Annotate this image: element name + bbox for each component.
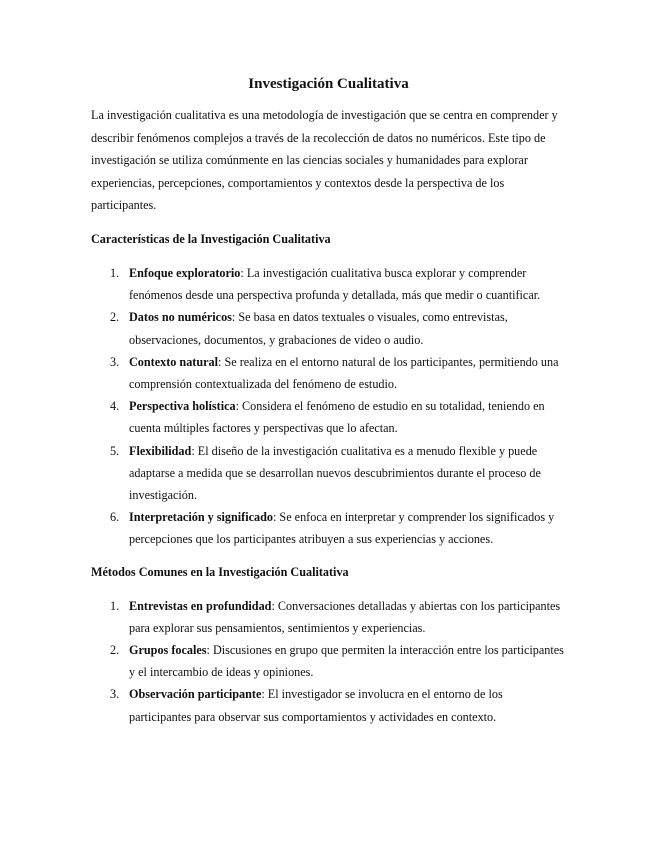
item-term: Enfoque exploratorio	[129, 265, 241, 280]
list-item	[91, 306, 566, 350]
list-item	[91, 440, 566, 507]
item-number: 1.	[110, 265, 120, 280]
characteristics-list	[91, 262, 566, 551]
item-text: : La investigación cualitativa busca explorar y comprender fenómenos desde una perspectiva profunda y detallada, más que medir o cuantificar.	[129, 265, 541, 303]
item-text: : El investigador se involucra en el entorno de los participantes para observar sus comportamientos y actividades en contexto.	[129, 687, 503, 724]
list-item	[91, 351, 566, 395]
list-item	[91, 395, 566, 439]
document-title: Investigación Cualitativa	[248, 76, 409, 92]
item-number: 4.	[110, 399, 120, 414]
item-number: 2.	[110, 643, 120, 658]
item-term: Observación participante	[129, 687, 262, 702]
item-number: 3.	[110, 354, 120, 369]
item-text: : El diseño de la investigación cualitativa es a menudo flexible y puede adaptarse a medida que se desarrollan nuevos descubrimientos durante el proceso de investigación.	[129, 443, 541, 502]
item-term: Interpretación y significado	[129, 510, 273, 525]
methods-heading: Métodos Comunes en la Investigación Cualitativa	[91, 564, 349, 579]
item-text: : Se enfoca en interpretar y comprender los significados y percepciones que los participantes atribuyen a sus experiencias y acciones.	[129, 510, 555, 547]
item-text: : Conversaciones detalladas y abiertas con los participantes para explorar sus pensamientos, sentimientos y experiencias.	[129, 598, 561, 635]
item-text: : Discusiones en grupo que permiten la interacción entre los participantes y el intercambio de ideas y opiniones.	[129, 643, 564, 680]
item-term: Perspectiva holística	[129, 399, 236, 414]
item-term: Grupos focales	[129, 643, 207, 658]
item-term: Flexibilidad	[129, 443, 192, 458]
list-item	[91, 683, 566, 727]
list-item	[91, 595, 566, 639]
item-number: 5.	[110, 443, 120, 458]
item-text: : Se basa en datos textuales o visuales, como entrevistas, observaciones, documentos, y grabaciones de video o audio.	[129, 310, 508, 347]
document-page	[91, 70, 566, 738]
item-number: 6.	[110, 510, 120, 525]
item-term: Contexto natural	[129, 354, 219, 369]
item-number: 1.	[110, 598, 120, 613]
methods-list	[91, 595, 566, 728]
intro-paragraph: La investigación cualitativa es una metodología de investigación que se centra en comprender y describir fenómenos complejos a través de la recolección de datos no numéricos. Este tipo de investigación se utiliza comúnmente en las ciencias sociales y humanidades para explorar experiencias, percepciones, comportamientos y contextos desde la perspectiva de los participantes.	[91, 108, 558, 213]
list-item	[91, 639, 566, 683]
list-item	[91, 262, 566, 306]
list-item	[91, 506, 566, 550]
item-text: : Se realiza en el entorno natural de los participantes, permitiendo una comprensión contextualizada del fenómeno de estudio.	[129, 354, 559, 391]
characteristics-heading: Características de la Investigación Cualitativa	[91, 231, 331, 246]
item-number: 2.	[110, 310, 120, 325]
item-term: Datos no numéricos	[129, 310, 232, 325]
item-text: : Considera el fenómeno de estudio en su totalidad, teniendo en cuenta múltiples factores y perspectivas que lo afectan.	[129, 399, 545, 436]
item-number: 3.	[110, 687, 120, 702]
item-term: Entrevistas en profundidad	[129, 598, 272, 613]
